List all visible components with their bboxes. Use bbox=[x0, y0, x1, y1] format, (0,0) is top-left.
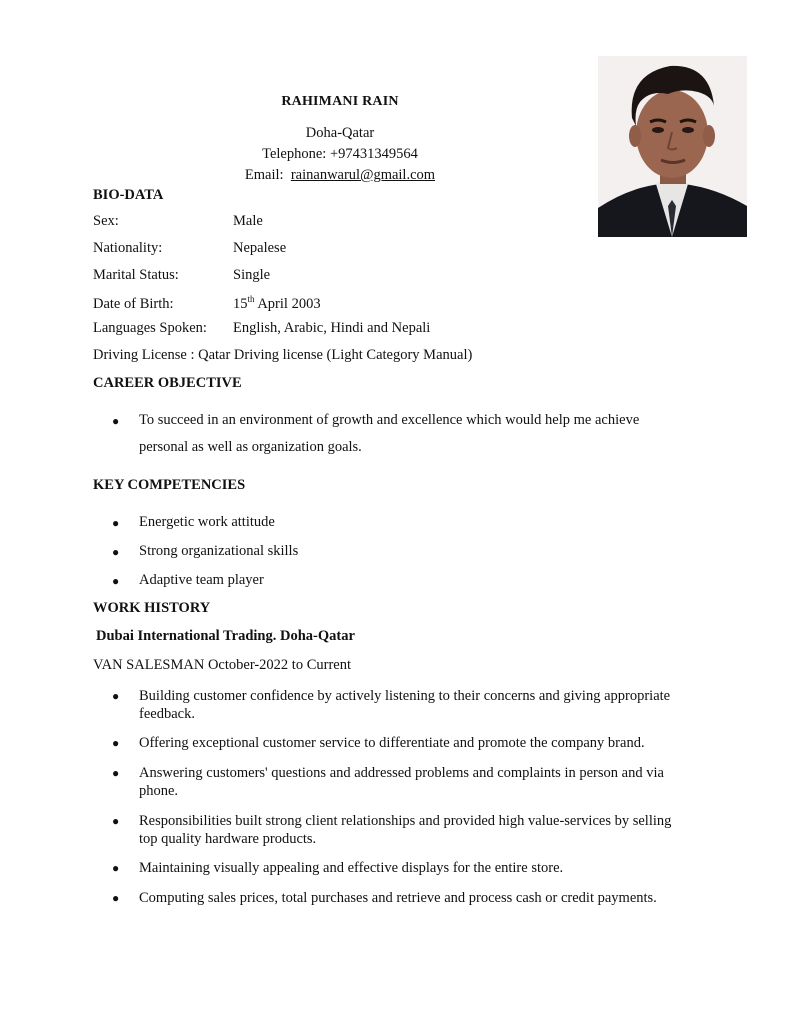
languages-value: English, Arabic, Hindi and Nepali bbox=[233, 320, 431, 336]
duty-bullet: ● bbox=[112, 766, 120, 780]
duty-item: Responsibilities built strong client relationships and provided high value-services by selling top quality hardware products. bbox=[139, 813, 672, 847]
duty-bullet: ● bbox=[112, 861, 120, 875]
sex-label: Sex: bbox=[93, 213, 119, 229]
email-label: Email: bbox=[244, 167, 284, 183]
competency-bullet: ● bbox=[112, 516, 120, 530]
career-line-2: personal as well as organization goals. bbox=[139, 439, 362, 455]
marital-label: Marital Status: bbox=[93, 267, 179, 283]
duty-item: Answering customers' questions and addressed problems and complaints in person and via phone. bbox=[139, 765, 664, 799]
competencies-heading: KEY COMPETENCIES bbox=[93, 477, 246, 493]
duty-bullet: ● bbox=[112, 689, 120, 703]
nationality-value: Nepalese bbox=[233, 240, 287, 256]
languages-label: Languages Spoken: bbox=[93, 320, 207, 336]
dob-row bbox=[93, 294, 321, 313]
profile-photo bbox=[598, 56, 747, 237]
duty-item: Maintaining visually appealing and effective displays for the entire store. bbox=[139, 860, 564, 876]
duty-item: Building customer confidence by actively listening to their concerns and giving appropriate feedback. bbox=[139, 688, 671, 722]
dob-rest: April 2003 bbox=[254, 295, 321, 312]
driving-license: Driving License : Qatar Driving license (Light Category Manual) bbox=[93, 347, 473, 363]
competency-item: Strong organizational skills bbox=[139, 543, 299, 559]
telephone: Telephone: +97431349564 bbox=[262, 146, 418, 162]
nationality-label: Nationality: bbox=[93, 240, 163, 256]
candidate-name: RAHIMANI RAIN bbox=[281, 94, 399, 109]
competency-bullet: ● bbox=[112, 574, 120, 588]
sex-value: Male bbox=[233, 213, 263, 229]
languages-row bbox=[93, 320, 430, 337]
email-line bbox=[0, 167, 680, 184]
competency-bullet: ● bbox=[112, 545, 120, 559]
company-name: Dubai International Trading. Doha-Qatar bbox=[96, 628, 355, 644]
sex-row bbox=[93, 213, 263, 230]
career-heading: CAREER OBJECTIVE bbox=[93, 375, 242, 391]
profile-photo-image bbox=[598, 56, 747, 237]
duty-bullet: ● bbox=[112, 891, 120, 905]
career-bullet: ● bbox=[112, 414, 120, 428]
competency-item: Adaptive team player bbox=[139, 572, 264, 588]
career-line-1: To succeed in an environment of growth and excellence which would help me achieve bbox=[139, 412, 640, 428]
dob-suffix: th bbox=[247, 294, 255, 304]
marital-value: Single bbox=[233, 267, 271, 283]
nationality-row bbox=[93, 240, 286, 257]
job-position: VAN SALESMAN October-2022 to Current bbox=[93, 657, 352, 673]
work-heading: WORK HISTORY bbox=[93, 600, 211, 616]
duty-item: Computing sales prices, total purchases and retrieve and process cash or credit payments. bbox=[139, 890, 657, 906]
location: Doha-Qatar bbox=[305, 125, 375, 141]
dob-label: Date of Birth: bbox=[93, 295, 174, 312]
dob-day: 15 bbox=[233, 295, 248, 312]
duty-bullet: ● bbox=[112, 736, 120, 750]
marital-row bbox=[93, 267, 270, 284]
biodata-heading: BIO-DATA bbox=[93, 187, 164, 203]
email-link[interactable]: rainanwarul@gmail.com bbox=[290, 167, 436, 183]
duty-item: Offering exceptional customer service to differentiate and promote the company brand. bbox=[139, 735, 645, 751]
duty-bullet: ● bbox=[112, 814, 120, 828]
competency-item: Energetic work attitude bbox=[139, 514, 275, 530]
